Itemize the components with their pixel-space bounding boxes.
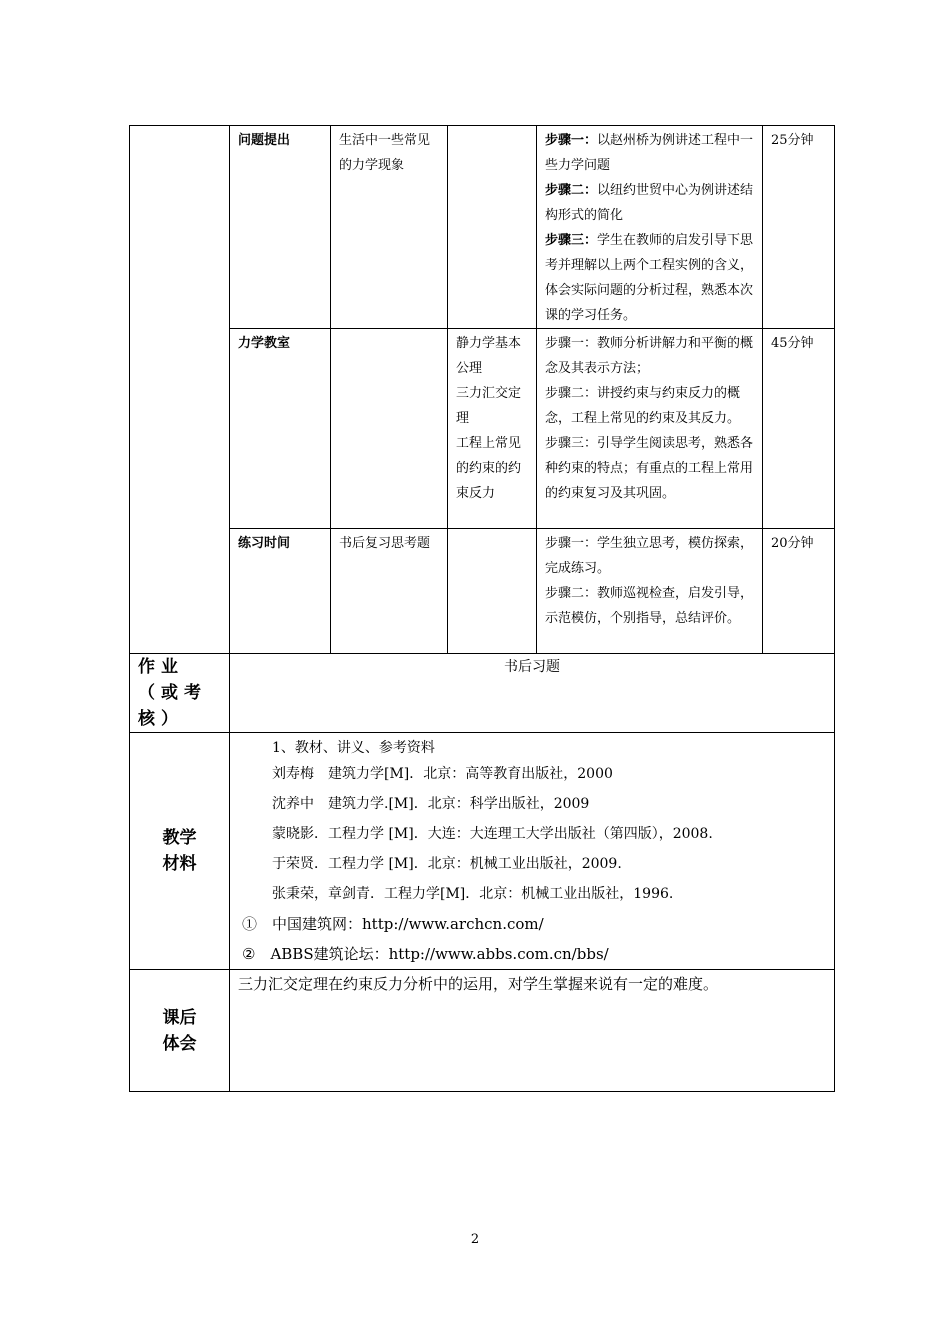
book-item: 沈养中 建筑力学.[M]．北京：科学出版社，2009 xyxy=(272,796,590,812)
step-label: 步骤二： xyxy=(545,183,598,198)
key-point: 工程上常见的约束的约束反力 xyxy=(456,436,522,501)
homework-value: 书后习题 xyxy=(230,654,835,733)
reflection-label-text: 课后体会 xyxy=(162,1007,197,1054)
materials-label xyxy=(130,733,230,970)
materials-heading: 1、教材、讲义、参考资料 xyxy=(272,740,435,756)
steps-cell xyxy=(537,329,763,529)
lesson-row-problem xyxy=(130,126,835,329)
step-text: 以纽约世贸中心为例讲述结构形式的简化 xyxy=(545,183,754,223)
lesson-plan-table xyxy=(129,125,835,1092)
content-cell xyxy=(331,329,448,529)
steps-cell xyxy=(537,126,763,329)
lesson-row-practice xyxy=(130,529,835,654)
book-item: 于荣贤．工程力学 [M]．北京：机械工业出版社，2009. xyxy=(272,856,622,872)
reference-link: ② ABBS建筑论坛：http://www.abbs.com.cn/bbs/ xyxy=(242,945,609,963)
homework-row xyxy=(130,654,835,733)
page-number: 2 xyxy=(470,1232,480,1247)
time-cell: 25分钟 xyxy=(763,126,835,329)
lesson-row-mechanics xyxy=(130,329,835,529)
book-item: 张秉荣，章剑青．工程力学[M]．北京：机械工业出版社，1996. xyxy=(272,886,674,902)
homework-label: 作业（或考核） xyxy=(130,654,230,733)
materials-label-text: 教学材料 xyxy=(162,828,197,874)
book-item: 蒙晓影．工程力学 [M]．大连：大连理工大学出版社（第四版），2008. xyxy=(272,826,713,842)
reflection-row xyxy=(130,970,835,1092)
step-label: 步骤三： xyxy=(545,233,598,248)
key-points-cell xyxy=(448,529,537,654)
time-cell: 45分钟 xyxy=(763,329,835,529)
materials-cell xyxy=(230,733,835,970)
reflection-text: 三力汇交定理在约束反力分析中的运用，对学生掌握来说有一定的难度。 xyxy=(230,970,835,1092)
reflection-label xyxy=(130,970,230,1092)
phase-cell: 练习时间 xyxy=(230,529,331,654)
step-item: 步骤三：引导学生阅读思考，熟悉各种约束的特点；有重点的工程上常用的约束复习及其巩固。 xyxy=(545,436,754,501)
step-text: 学生在教师的启发引导下思考并理解以上两个工程实例的含义，体会实际问题的分析过程，熟悉本次课的学习任务。 xyxy=(545,233,754,323)
key-point: 静力学基本公理 xyxy=(456,336,522,376)
time-cell: 20分钟 xyxy=(763,529,835,654)
step-item: 步骤一：学生独立思考，模仿探索，完成练习。 xyxy=(545,536,754,576)
step-item xyxy=(545,128,756,178)
step-text: 以赵州桥为例讲述工程中一些力学问题 xyxy=(545,133,754,173)
step-item: 步骤二：教师巡视检查，启发引导，示范模仿，个别指导，总结评价。 xyxy=(545,586,754,626)
content-cell: 书后复习思考题 xyxy=(331,529,448,654)
left-label-cell xyxy=(130,126,230,654)
book-item: 刘寿梅 建筑力学[M]．北京：高等教育出版社，2000 xyxy=(272,766,613,782)
step-item: 步骤一：教师分析讲解力和平衡的概念及其表示方法； xyxy=(545,336,754,376)
content-cell: 生活中一些常见的力学现象 xyxy=(331,126,448,329)
reference-link: ① 中国建筑网：http://www.archcn.com/ xyxy=(242,915,544,933)
key-point: 三力汇交定理 xyxy=(456,386,522,426)
key-points-cell xyxy=(448,329,537,529)
materials-row xyxy=(130,733,835,970)
phase-cell: 力学教室 xyxy=(230,329,331,529)
step-item xyxy=(545,178,756,228)
steps-cell xyxy=(537,529,763,654)
step-item xyxy=(545,228,756,328)
step-label: 步骤一： xyxy=(545,133,598,148)
step-item: 步骤二：讲授约束与约束反力的概念，工程上常见的约束及其反力。 xyxy=(545,386,741,426)
key-points-cell xyxy=(448,126,537,329)
phase-cell: 问题提出 xyxy=(230,126,331,329)
